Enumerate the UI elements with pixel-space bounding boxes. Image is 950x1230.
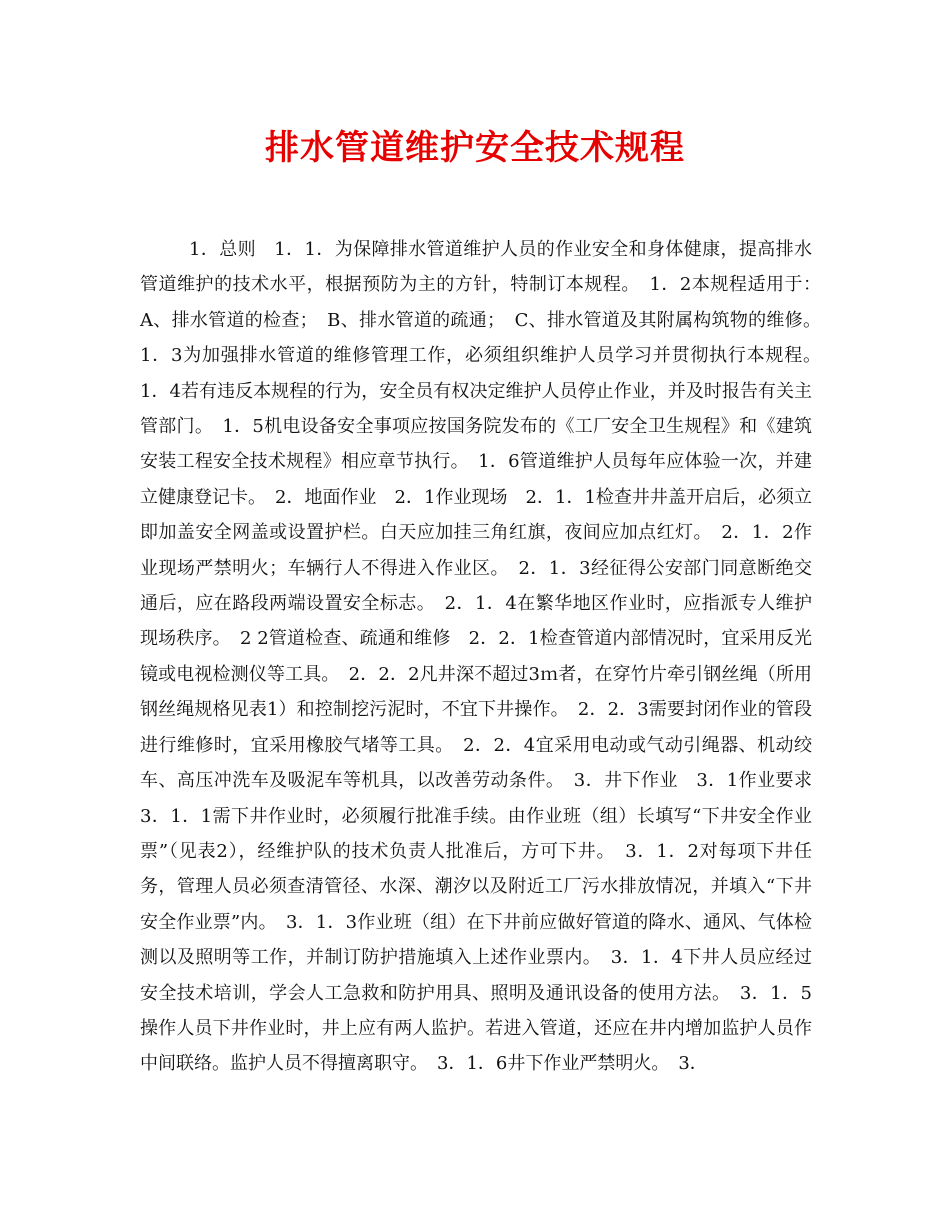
document-body-text: 1．总则 1．1．为保障排水管道维护人员的作业安全和身体健康，提高排水管道维护的技术水平，根据预防为主的方针，特制订本规程。 1．2本规程适用于： A、排水管道的检查； B、排水管道的疏通； C、排水管道及其附属构筑物的维修。 1．3为加强排水管道的维修管理工作，必须组织维护人员学习并贯彻执行本规程。 1．4若有违反本规程的行为，安全员有权决定维护人员停止作业，并及时报告有关主管部门。 1．5机电设备安全事项应按国务院发布的《工厂安全卫生规程》和《建筑安装工程安全技术规程》相应章节执行。 1．6管道维护人员每年应体验一次，并建立健康登记卡。 2．地面作业 2．1作业现场 2．1．1检查井井盖开启后，必须立即加盖安全网盖或设置护栏。白天应加挂三角红旗，夜间应加点红灯。 2．1．2作业现场严禁明火；车辆行人不得进入作业区。 2．1．3经征得公安部门同意断绝交通后，应在路段两端设置安全标志。 2．1．4在繁华地区作业时，应指派专人维护现场秩序。 2 2管道检查、疏通和维修 2．2．1检查管道内部情况时，宜采用反光镜或电视检测仪等工具。 2．2．2凡井深不超过3ｍ者，在穿竹片牵引钢丝绳（所用钢丝绳规格见表1）和控制挖污泥时，不宜下井操作。 2．2．3需要封闭作业的管段进行维修时，宜采用橡胶气堵等工具。 2．2．4宜采用电动或气动引绳器、机动绞车、高压冲洗车及吸泥车等机具，以改善劳动条件。 3．井下作业 3．1作业要求 3．1．1需下井作业时，必须履行批准手续。由作业班（组）长填写“下井安全作业票”（见表2），经维护队的技术负责人批准后，方可下井。 3．1．2对每项下井任务，管理人员必须查清管径、水深、潮汐以及附近工厂污水排放情况，并填入“下井安全作业票”内。 3．1．3作业班（组）在下井前应做好管道的降水、通风、气体检测以及照明等工作，并制订防护措施填入上述作业票内。 3．1．4下井人员应经过安全技术培训，学会人工急救和防护用具、照明及通讯设备的使用方法。 3．1．5操作人员下井作业时，井上应有两人监护。若进入管道，还应在井内增加监护人员作中间联络。监护人员不得擅离职守。 3．1．6井下作业严禁明火。 3． <box>140 239 830 1075</box>
document-title: 排水管道维护安全技术规程 <box>265 128 685 168</box>
